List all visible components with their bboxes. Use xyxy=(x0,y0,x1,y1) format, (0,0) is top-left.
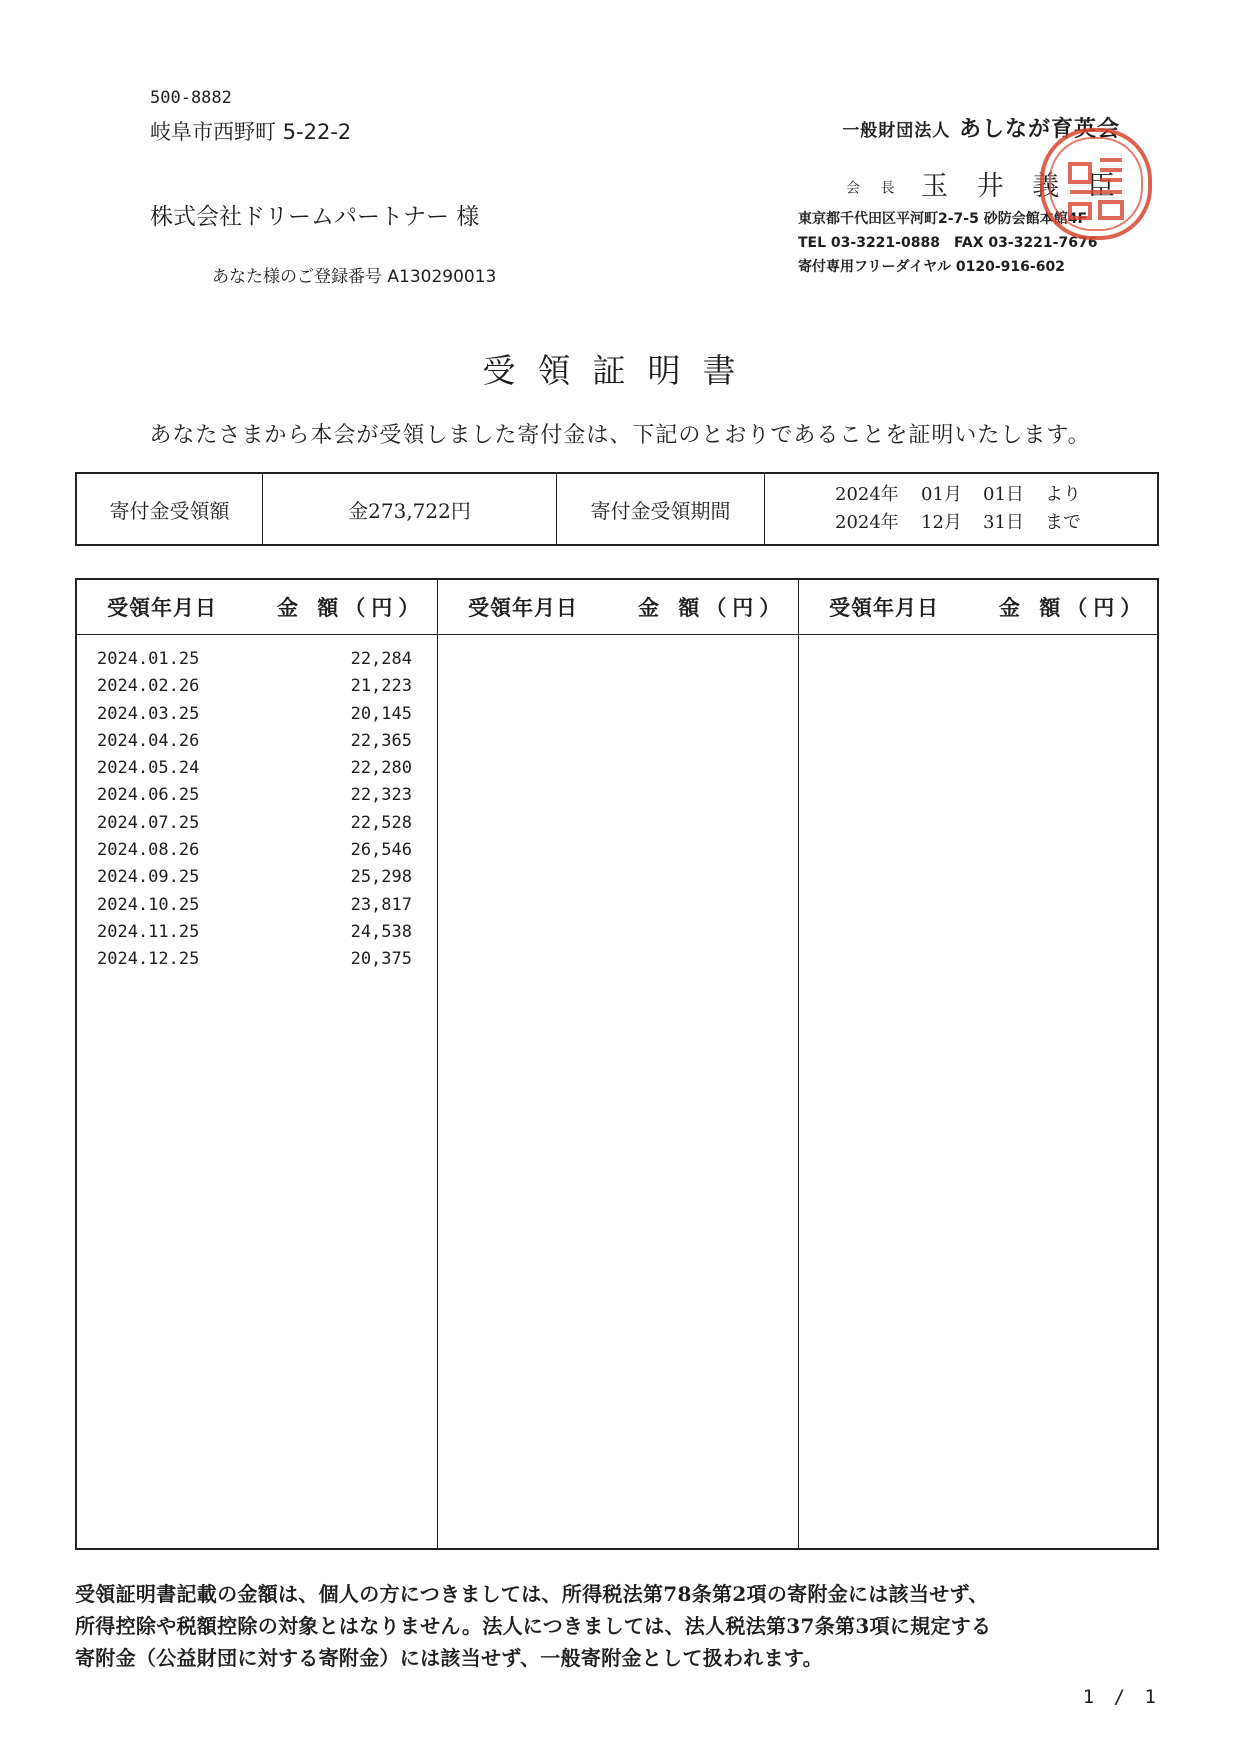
tax-note-line: 所得控除や税額控除の対象とはなりません。法人につきましては、法人税法第37条第3項に規定する xyxy=(75,1614,992,1638)
receipt-date: 2024.03.25 xyxy=(97,703,200,724)
issuer-org-name: あしなが育英会 xyxy=(958,116,1120,142)
receipt-amount: 22,280 xyxy=(350,758,412,779)
receipt-date: 2024.02.26 xyxy=(97,676,200,697)
recipient-address: 岐阜市西野町 5-22-2 xyxy=(150,120,352,144)
table-row xyxy=(77,731,437,758)
receipt-amount: 25,298 xyxy=(350,867,412,888)
receipt-amount: 21,223 xyxy=(350,676,412,697)
date-header: 受領年月日 xyxy=(468,595,578,620)
receipt-date: 2024.01.25 xyxy=(97,649,200,669)
receipt-rows xyxy=(77,635,437,977)
table-row xyxy=(77,813,437,840)
issuer-org-prefix: 一般財団法人 xyxy=(842,121,951,141)
receipt-amount: 23,817 xyxy=(350,894,412,915)
table-row xyxy=(77,922,437,949)
receipt-amount: 26,546 xyxy=(350,840,412,861)
summary-table xyxy=(75,472,1159,546)
table-row xyxy=(77,758,437,785)
amount-header: 金 額（円） xyxy=(638,595,787,620)
tax-note-line: 寄附金（公益財団に対する寄附金）には該当せず、一般寄附金として扱われます。 xyxy=(75,1646,823,1670)
receipt-date: 2024.06.25 xyxy=(97,785,200,806)
recipient-name: 株式会社ドリームパートナー 様 xyxy=(150,204,480,230)
receipt-rows xyxy=(438,635,798,649)
table-row xyxy=(77,840,437,867)
receipt-amount: 20,145 xyxy=(350,703,412,724)
date-header: 受領年月日 xyxy=(107,595,217,620)
period-label: 寄付金受領期間 xyxy=(557,474,765,544)
tax-note xyxy=(75,1578,1175,1674)
table-row xyxy=(77,895,437,922)
receipt-date: 2024.07.25 xyxy=(97,812,200,833)
page-number: 1 / 1 xyxy=(1082,1686,1160,1708)
registration-number: あなた様のご登録番号 A130290013 xyxy=(212,267,497,287)
chair-label: 会 長 xyxy=(846,180,903,197)
receipt-amount: 22,365 xyxy=(350,730,412,751)
column-header xyxy=(799,580,1157,635)
receipt-amount: 22,528 xyxy=(350,812,412,833)
issuer-freedial: 寄付専用フリーダイヤル 0120-916-602 xyxy=(798,259,1065,275)
receipt-date: 2024.11.25 xyxy=(97,921,200,942)
issuer-tel-fax: TEL 03-3221-0888 FAX 03-3221-7676 xyxy=(798,235,1098,251)
table-row xyxy=(77,785,437,812)
date-header: 受領年月日 xyxy=(829,595,939,620)
issuer-address: 東京都千代田区平河町2-7-5 砂防会館本館4F xyxy=(798,211,1088,227)
column-header xyxy=(438,580,798,635)
receipt-column-3 xyxy=(799,580,1157,1548)
table-row xyxy=(77,704,437,731)
receipt-amount: 24,538 xyxy=(350,921,412,942)
period-to: 2024年 12月 31日 まで xyxy=(835,512,1081,533)
tax-note-line: 受領証明書記載の金額は、個人の方につきましては、所得税法第78条第2項の寄附金には該当せず、 xyxy=(75,1582,989,1606)
postal-code: 500-8882 xyxy=(150,88,232,108)
table-row xyxy=(77,676,437,703)
receipt-amount: 22,323 xyxy=(350,785,412,806)
receipt-column-1 xyxy=(77,580,438,1548)
receipt-column-2 xyxy=(438,580,799,1548)
period-from: 2024年 01月 01日 より xyxy=(835,484,1081,505)
receipt-amount: 22,284 xyxy=(350,649,412,669)
chair-name: 玉 井 義 臣 xyxy=(921,171,1125,202)
receipt-amount: 20,375 xyxy=(350,949,412,970)
table-row xyxy=(77,949,437,976)
table-row xyxy=(77,649,437,676)
receipt-date: 2024.05.24 xyxy=(97,758,200,779)
amount-header: 金 額（円） xyxy=(277,595,426,620)
receipt-date: 2024.10.25 xyxy=(97,894,200,915)
receipt-rows xyxy=(799,635,1157,649)
period-value xyxy=(765,474,1157,544)
table-row xyxy=(77,867,437,894)
official-seal-icon xyxy=(1036,124,1156,244)
receipt-date: 2024.09.25 xyxy=(97,867,200,888)
document-title: 受領証明書 xyxy=(482,351,758,390)
receipt-date: 2024.04.26 xyxy=(97,730,200,751)
certification-statement: あなたさまから本会が受領しました寄付金は、下記のとおりであることを証明いたします。 xyxy=(149,423,1091,448)
amount-header: 金 額（円） xyxy=(999,595,1148,620)
amount-value: 金273,722円 xyxy=(263,474,557,544)
receipt-table xyxy=(75,578,1159,1550)
amount-label: 寄付金受領額 xyxy=(77,474,263,544)
receipt-date: 2024.08.26 xyxy=(97,840,200,861)
column-header xyxy=(77,580,437,635)
receipt-date: 2024.12.25 xyxy=(97,949,200,970)
